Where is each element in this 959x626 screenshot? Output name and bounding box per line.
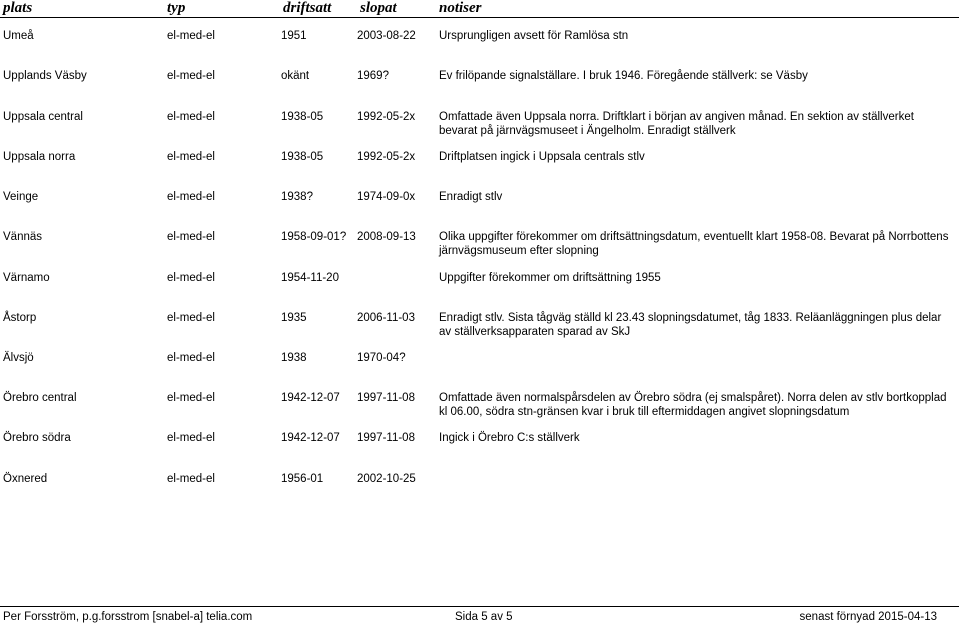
cell-plats: Örebro central [3, 392, 77, 404]
cell-slopat: 1992-05-2x [357, 151, 416, 163]
cell-driftsatt: 1938-05 [281, 111, 324, 123]
footer-rule [0, 606, 959, 607]
table-row [0, 230, 959, 270]
table-row [0, 351, 959, 391]
cell-driftsatt: 1942-12-07 [281, 392, 340, 404]
cell-slopat: 2003-08-22 [357, 30, 416, 42]
cell-slopat: 2002-10-25 [357, 473, 416, 485]
table-row [0, 190, 959, 230]
table-row [0, 391, 959, 431]
cell-slopat: 1992-05-2x [357, 111, 416, 123]
cell-plats: Örebro södra [3, 432, 71, 444]
header-rule [0, 17, 959, 18]
cell-plats: Upplands Väsby [3, 70, 87, 82]
cell-driftsatt: 1956-01 [281, 473, 324, 485]
cell-slopat: 1974-09-0x [357, 191, 416, 203]
cell-notiser: Omfattade även normalspårsdelen av Örebro södra (ej smalspåret). Norra delen av stlv bortkopplad kl 06.00, södra stn-gränsen kvar i bruk till eftermiddagen angivet slopningsdatum [439, 392, 947, 418]
header-driftsatt: driftsatt [283, 0, 332, 16]
footer-page-number: Sida 5 av 5 [455, 611, 513, 623]
cell-notiser: Enradigt stlv. Sista tågväg ställd kl 23.43 slopningsdatumet, tåg 1833. Reläanläggningen plus delar av ställverksapparaten sparad av SkJ [439, 312, 942, 338]
cell-plats: Älvsjö [3, 352, 34, 364]
cell-driftsatt: 1935 [281, 312, 307, 324]
cell-driftsatt: 1942-12-07 [281, 432, 340, 444]
cell-plats: Öxnered [3, 473, 48, 485]
cell-plats: Uppsala central [3, 111, 83, 123]
cell-typ: el-med-el [167, 392, 215, 404]
cell-slopat: 1970-04? [357, 352, 406, 364]
table-header [0, 0, 959, 18]
cell-notiser: Omfattade även Uppsala norra. Driftklart i början av angiven månad. En sektion av ställverket bevarat på järnvägsmuseet i Ängelholm. Enradigt ställverk [439, 111, 914, 137]
cell-typ: el-med-el [167, 70, 215, 82]
cell-typ: el-med-el [167, 191, 215, 203]
cell-driftsatt: 1954-11-20 [281, 272, 339, 284]
cell-typ: el-med-el [167, 111, 215, 123]
cell-notiser: Ev frilöpande signalställare. I bruk 1946. Föregående ställverk: se Väsby [439, 70, 808, 82]
table-row [0, 69, 959, 109]
table-row [0, 431, 959, 471]
cell-typ: el-med-el [167, 352, 215, 364]
table-row [0, 271, 959, 311]
header-plats: plats [3, 0, 33, 16]
header-notiser: notiser [439, 0, 482, 16]
cell-typ: el-med-el [167, 473, 215, 485]
cell-notiser: Uppgifter förekommer om driftsättning 1955 [439, 272, 661, 284]
table-row [0, 472, 959, 512]
cell-driftsatt: 1938? [281, 191, 313, 203]
cell-typ: el-med-el [167, 151, 215, 163]
cell-typ: el-med-el [167, 30, 215, 42]
table-row [0, 311, 959, 351]
table-row [0, 29, 959, 69]
footer-author: Per Forsström, p.g.forsstrom [snabel-a] telia.com [3, 611, 253, 623]
footer-updated: senast förnyad 2015-04-13 [799, 611, 937, 623]
cell-typ: el-med-el [167, 312, 215, 324]
header-typ: typ [167, 0, 186, 16]
cell-typ: el-med-el [167, 432, 215, 444]
cell-driftsatt: okänt [281, 70, 310, 82]
cell-plats: Umeå [3, 30, 34, 42]
cell-notiser: Driftplatsen ingick i Uppsala centrals stlv [439, 151, 645, 163]
cell-plats: Vännäs [3, 231, 43, 243]
cell-plats: Åstorp [3, 312, 37, 324]
cell-typ: el-med-el [167, 231, 215, 243]
cell-slopat: 2006-11-03 [357, 312, 415, 324]
cell-driftsatt: 1938-05 [281, 151, 324, 163]
cell-plats: Värnamo [3, 272, 50, 284]
cell-plats: Uppsala norra [3, 151, 76, 163]
cell-plats: Veinge [3, 191, 39, 203]
cell-typ: el-med-el [167, 272, 215, 284]
header-slopat: slopat [360, 0, 397, 16]
cell-notiser: Enradigt stlv [439, 191, 503, 203]
page-footer [0, 610, 959, 626]
cell-notiser: Ingick i Örebro C:s ställverk [439, 432, 580, 444]
cell-driftsatt: 1938 [281, 352, 307, 364]
cell-slopat: 2008-09-13 [357, 231, 416, 243]
cell-driftsatt: 1958-09-01? [281, 231, 347, 243]
cell-slopat: 1997-11-08 [357, 432, 415, 444]
cell-slopat: 1997-11-08 [357, 392, 415, 404]
table-row [0, 150, 959, 190]
cell-driftsatt: 1951 [281, 30, 307, 42]
cell-notiser: Olika uppgifter förekommer om driftsättningsdatum, eventuellt klart 1958-08. Bevarat på Norrbottens järnvägsmuseum efter slopning [439, 231, 949, 257]
table-row [0, 110, 959, 150]
cell-slopat: 1969? [357, 70, 389, 82]
cell-notiser: Ursprungligen avsett för Ramlösa stn [439, 30, 629, 42]
